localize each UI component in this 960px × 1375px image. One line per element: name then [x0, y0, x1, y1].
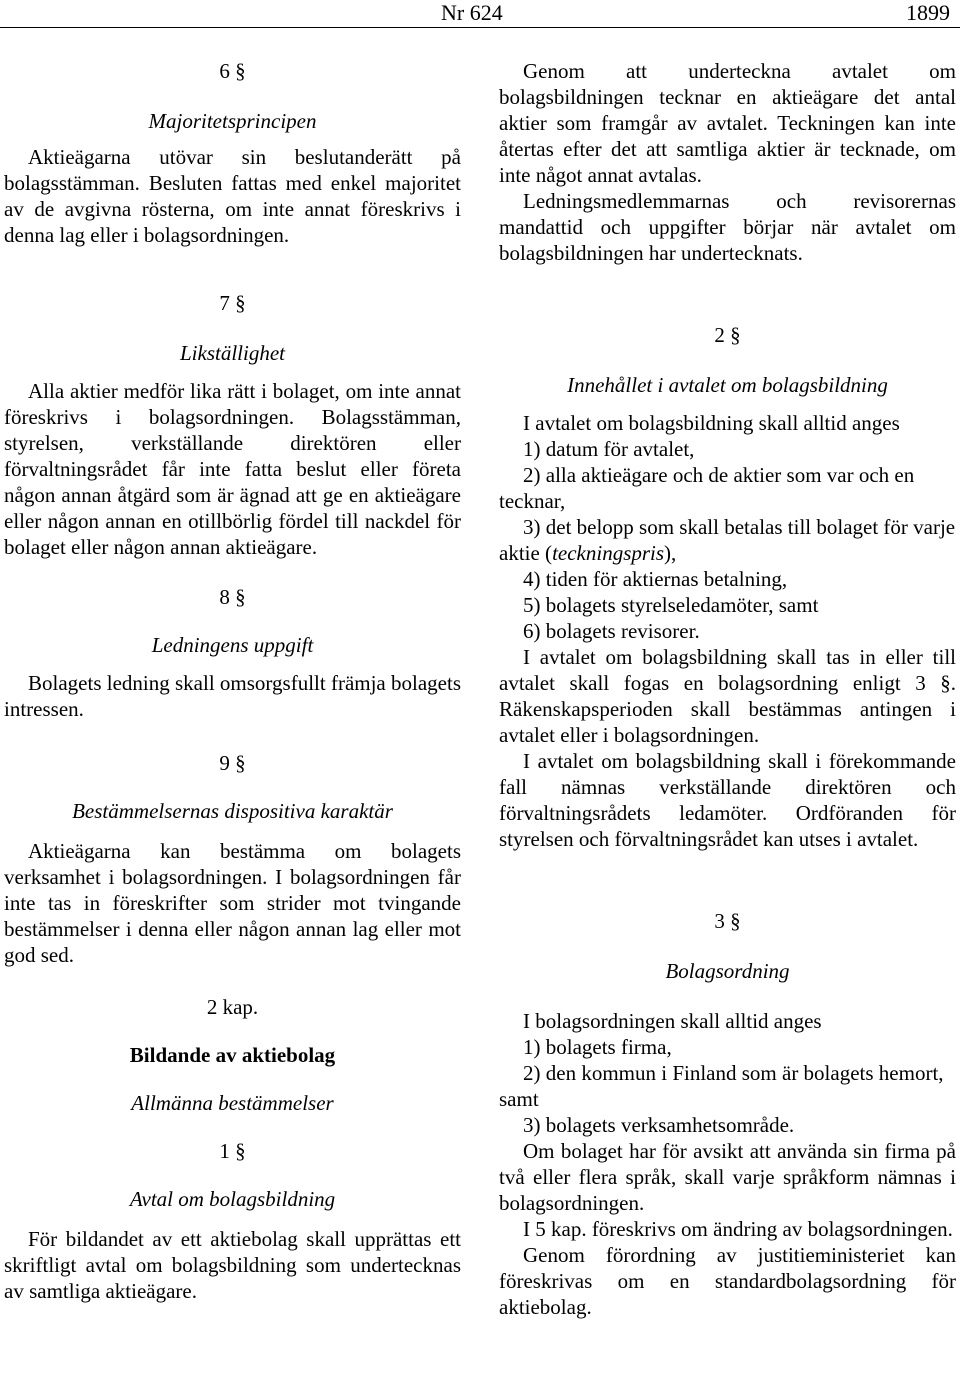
section-2-item-1: 1) datum för avtalet,: [523, 437, 695, 461]
section-3-p2: Om bolaget har för avsikt att använda sin firma på två eller flera språk, skall varje språkform nämnas i bolagsordningen.: [499, 1139, 956, 1215]
left-column: [4, 58, 461, 1304]
section-2-number: 2 §: [714, 323, 741, 347]
section-1-continued-p2: Ledningsmedlemmarnas och revisorernas mandattid och uppgifter börjar när avtalet om bolagsbildningen har undertecknats.: [499, 189, 956, 265]
section-2-item-2: 2) alla aktieägare och de aktier som var och en tecknar,: [499, 463, 915, 513]
section-3-title: Bolagsordning: [665, 959, 790, 983]
section-6-text: Aktieägarna utövar sin beslutanderätt på bolagsstämman. Besluten fattas med enkel majoritet av de avgivna rösterna, om inte annat föreskrivs i denna lag eller i bolagsordningen.: [4, 145, 461, 247]
header-rule: [0, 27, 960, 28]
section-1-title: Avtal om bolagsbildning: [129, 1187, 336, 1211]
section-3-item-1: 1) bolagets firma,: [523, 1035, 672, 1059]
section-2-p2: I avtalet om bolagsbildning skall tas in eller till avtalet skall fogas en bolagsordning enligt 3 §. Räkenskapsperioden skall bestämmas antingen i avtalet eller i bolagsordningen.: [499, 645, 956, 747]
section-3-number: 3 §: [714, 909, 741, 933]
section-7-text: Alla aktier medför lika rätt i bolaget, om inte annat föreskrivs i bolagsordningen. Bolagsstämman, styrelsen, verkställande direktören eller förvaltningsrådet får inte fatta beslut eller företa någon annan åtgärd som är ägnad att ge en aktieägare eller någon annan en otillbörlig fördel till nackdel för bolaget eller någon annan aktieägare.: [4, 379, 461, 559]
section-2-title: Innehållet i avtalet om bolagsbildning: [567, 373, 888, 397]
section-2-item-3-text: 3) det belopp som skall betalas till bolaget för varje aktie (: [499, 515, 956, 565]
chapter-subtitle: Allmänna bestämmelser: [131, 1091, 334, 1115]
section-2-item-3-end: ),: [664, 541, 677, 565]
section-7-number: 7 §: [219, 291, 246, 315]
section-6-title: Majoritetsprincipen: [148, 109, 317, 133]
section-2-item-3-term: teckningspris: [552, 541, 665, 565]
section-2-item-6: 6) bolagets revisorer.: [523, 619, 700, 643]
section-3-p4: Genom förordning av justitieministeriet kan föreskrivas om en standardbolagsordning för aktiebolag.: [499, 1243, 956, 1319]
section-8-text: Bolagets ledning skall omsorgsfullt främja bolagets intressen.: [4, 671, 461, 721]
section-2-p3: I avtalet om bolagsbildning skall i förekommande fall nämnas verkställande direktören och förvaltningsrådets ledamöter. Ordföranden för styrelsen och förvaltningsrådet kan utses i avtalet.: [499, 749, 956, 851]
chapter-number: 2 kap.: [206, 995, 259, 1019]
chapter-title: Bildande av aktiebolag: [129, 1043, 336, 1067]
section-1-text: För bildandet av ett aktiebolag skall upprättas ett skriftligt avtal om bolagsbildning som undertecknas av samtliga aktieägare.: [4, 1227, 461, 1303]
section-2-item-5: 5) bolagets styrelseledamöter, samt: [523, 593, 819, 617]
section-2-intro: I avtalet om bolagsbildning skall alltid anges: [523, 411, 900, 435]
section-1-continued-p1: Genom att underteckna avtalet om bolagsbildningen tecknar en aktieägare det antal aktier som framgår av avtalet. Teckningen kan inte återtas efter det att samtliga aktier är tecknade, om inte något annat avtalas.: [499, 59, 956, 187]
section-3-intro: I bolagsordningen skall alltid anges: [523, 1009, 822, 1033]
section-2-item-3: [499, 514, 956, 566]
section-9-number: 9 §: [219, 751, 246, 775]
right-column: [499, 58, 956, 1320]
section-3-item-2: 2) den kommun i Finland som är bolagets hemort, samt: [499, 1061, 944, 1111]
page-header: [0, 0, 960, 26]
section-9-title: Bestämmelsernas dispositiva karaktär: [72, 799, 393, 823]
section-7-title: Likställighet: [180, 341, 285, 365]
section-8-number: 8 §: [219, 585, 246, 609]
section-3-p3: I 5 kap. föreskrivs om ändring av bolagsordningen.: [523, 1217, 953, 1241]
issue-number: Nr 624: [441, 0, 503, 25]
section-2-item-4: 4) tiden för aktiernas betalning,: [523, 567, 788, 591]
section-1-number: 1 §: [219, 1139, 246, 1163]
section-6-number: 6 §: [219, 59, 246, 83]
page-number: 1899: [906, 0, 950, 25]
section-9-text: Aktieägarna kan bestämma om bolagets verksamhet i bolagsordningen. I bolagsordningen får inte tas in föreskrifter som strider mot tvingande bestämmelser i denna eller någon annan lag eller mot god sed.: [4, 839, 461, 967]
section-8-title: Ledningens uppgift: [151, 633, 314, 657]
section-3-item-3: 3) bolagets verksamhetsområde.: [523, 1113, 795, 1137]
